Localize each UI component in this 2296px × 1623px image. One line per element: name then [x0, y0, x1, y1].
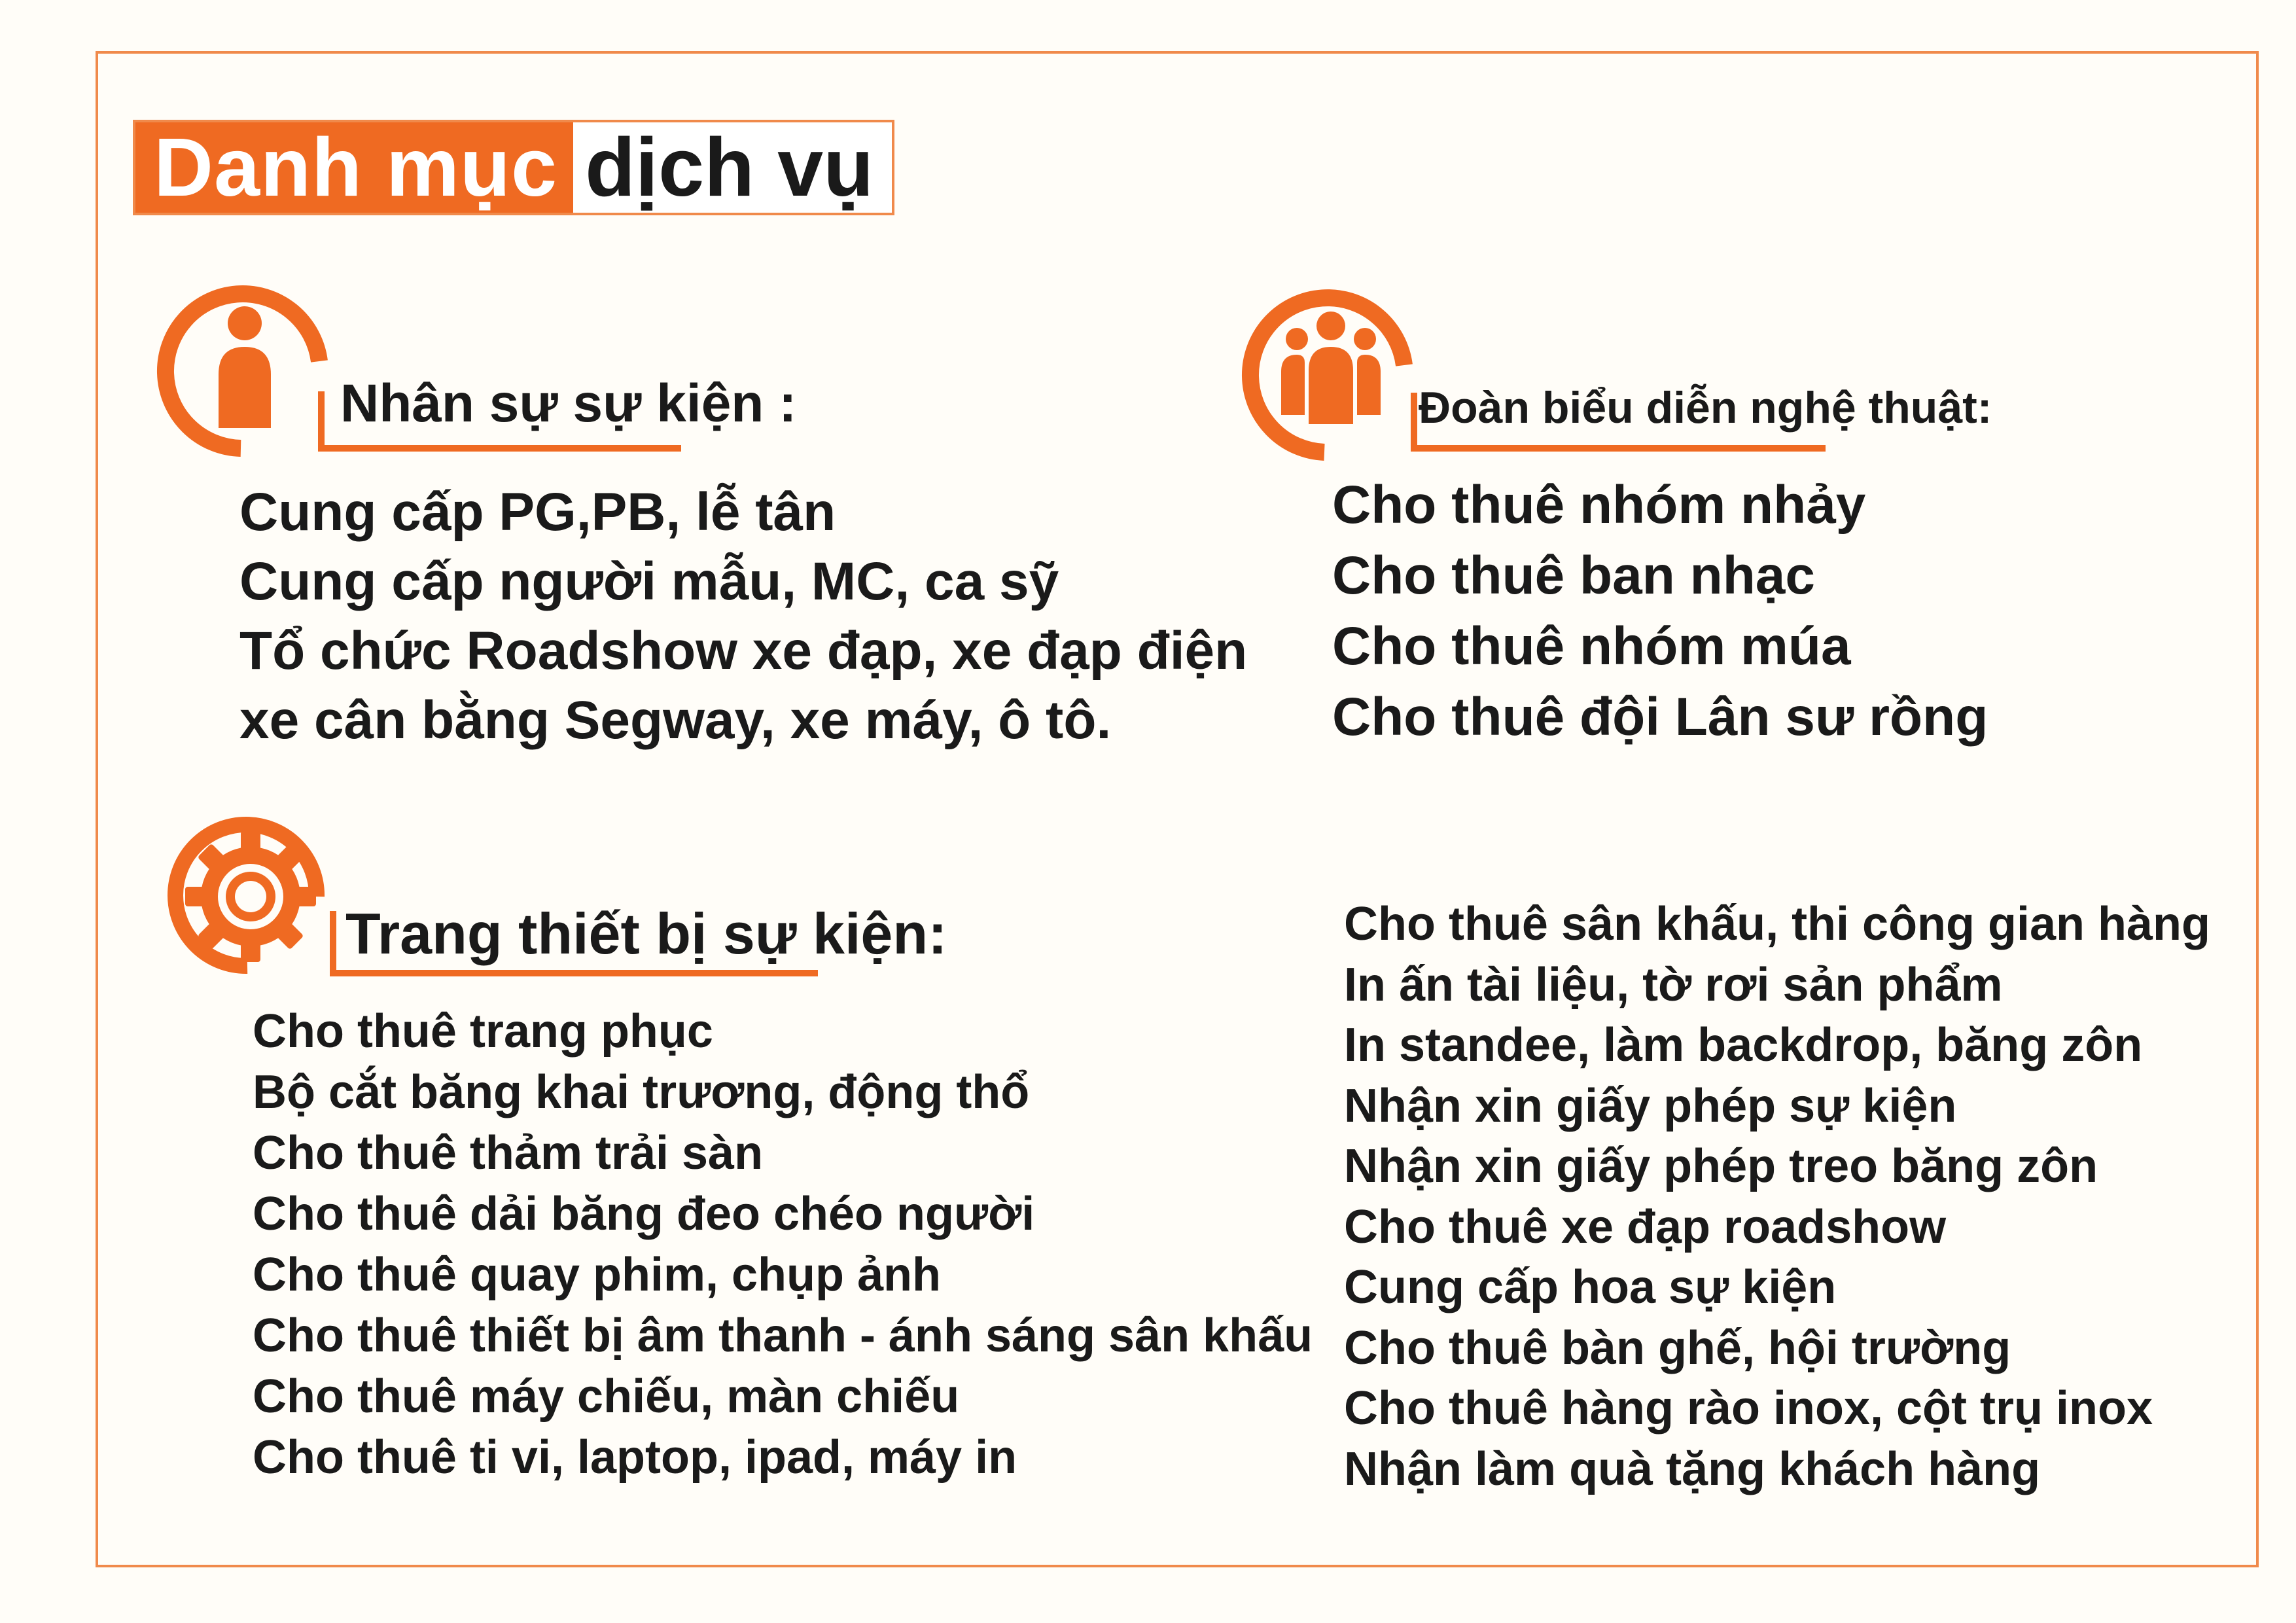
- performance-list: [1332, 470, 1988, 753]
- heading-bar-2: [1411, 393, 1417, 452]
- list-item: In standee, làm backdrop, băng zôn: [1344, 1019, 2143, 1071]
- list-item: Cung cấp người mẫu, MC, ca sỹ: [239, 552, 1059, 611]
- list-item: Cho thuê bàn ghế, hội trường: [1344, 1321, 2011, 1374]
- section-heading-performance: Đoàn biểu diễn nghệ thuật:: [1419, 383, 1992, 433]
- list-item: Cho thuê đội Lân sư rồng: [1332, 687, 1988, 747]
- list-item: Nhận xin giấy phép treo băng zôn: [1344, 1140, 2098, 1192]
- list-item: Nhận xin giấy phép sự kiện: [1344, 1079, 1957, 1132]
- list-item: Cho thuê sân khấu, thi công gian hàng: [1344, 898, 2211, 950]
- group-icon: [1241, 287, 1417, 463]
- list-item: In ấn tài liệu, tờ rơi sản phẩm: [1344, 958, 2003, 1011]
- section-heading-equipment: Trang thiết bị sự kiện:: [345, 901, 947, 966]
- list-item: Tổ chức Roadshow xe đạp, xe đạp điện: [239, 621, 1248, 681]
- heading-underline-3: [330, 970, 818, 976]
- list-item: Cho thuê ban nhạc: [1332, 546, 1815, 605]
- title-rest: dịch vụ: [573, 122, 892, 213]
- staff-list: [239, 478, 1247, 755]
- list-item: Cho thuê thảm trải sàn: [253, 1127, 764, 1179]
- list-item: Cho thuê dải băng đeo chéo người: [253, 1188, 1035, 1240]
- gear-icon: [162, 809, 339, 986]
- list-item: Cho thuê hàng rào inox, cột trụ inox: [1344, 1382, 2153, 1435]
- list-item: Cung cấp hoa sự kiện: [1344, 1261, 1837, 1313]
- list-item: xe cân bằng Segway, xe máy, ô tô.: [239, 690, 1112, 750]
- heading-bar-3: [330, 911, 336, 976]
- list-item: Cho thuê máy chiếu, màn chiếu: [253, 1370, 960, 1423]
- other-services-list: [1344, 894, 2210, 1499]
- heading-bar-1: [318, 391, 325, 452]
- section-heading-staff: Nhân sự sự kiện :: [340, 374, 797, 433]
- list-item: Cho thuê quay phim, chụp ảnh: [253, 1249, 941, 1301]
- list-item: Cho thuê nhóm múa: [1332, 616, 1851, 676]
- heading-underline-2: [1411, 445, 1826, 452]
- list-item: Bộ cắt băng khai trương, động thổ: [253, 1066, 1030, 1118]
- equipment-list: [253, 1001, 1313, 1488]
- list-item: Cho thuê trang phục: [253, 1005, 713, 1058]
- list-item: Cho thuê thiết bị âm thanh - ánh sáng sân khấu: [253, 1310, 1313, 1362]
- person-icon: [156, 283, 332, 459]
- list-item: Cung cấp PG,PB, lễ tân: [239, 482, 836, 542]
- page-title: [133, 120, 894, 215]
- list-item: Cho thuê nhóm nhảy: [1332, 475, 1866, 535]
- heading-underline-1: [318, 445, 681, 452]
- list-item: Cho thuê ti vi, laptop, ipad, máy in: [253, 1431, 1017, 1484]
- list-item: Cho thuê xe đạp roadshow: [1344, 1200, 1947, 1253]
- title-highlight: Danh mục: [135, 122, 573, 213]
- list-item: Nhận làm quà tặng khách hàng: [1344, 1442, 2041, 1495]
